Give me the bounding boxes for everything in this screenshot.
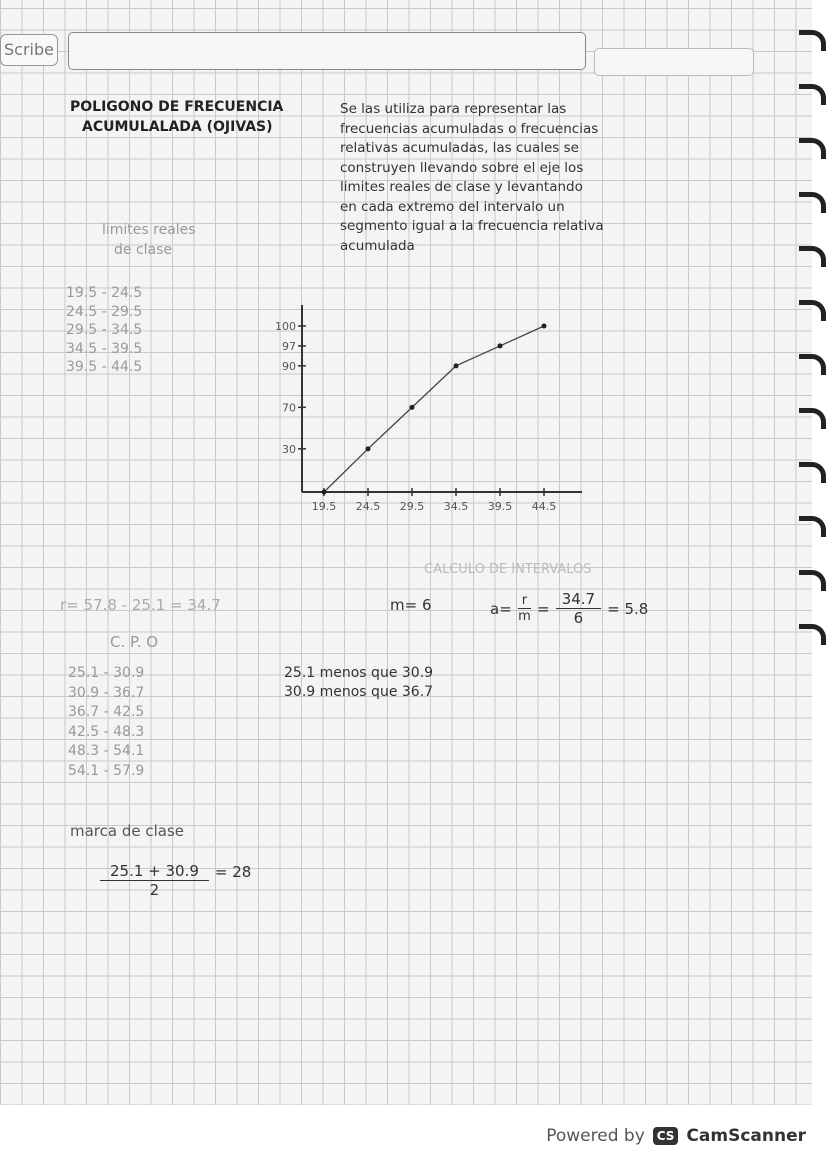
y-tick-label: 97 [282,339,296,353]
title-line: ACUMULALADA (OJIVAS) [82,119,273,135]
ogive-chart [260,300,600,520]
y-tick-label: 30 [282,442,296,456]
text-line: relativas acumuladas, las cuales se [340,140,579,156]
powered-by-text: Powered by [546,1126,645,1146]
frac-den: m [518,609,531,624]
text-line: 30.9 menos que 36.7 [284,684,434,700]
marca-label: marca de clase [70,822,185,840]
spiral-ring [799,408,826,429]
x-tick-label: 39.5 [487,500,513,513]
frac-den: 6 [573,609,584,627]
frac-num: 25.1 + 30.9 [100,862,209,881]
marca-result: = 28 [214,862,252,881]
text-line: 34.5 - 39.5 [66,340,143,357]
spiral-ring [799,192,826,213]
faded-heading: CALCULO DE INTERVALOS [424,562,592,577]
text-line: acumulada [340,237,415,254]
date-box [594,48,754,76]
spiral-ring [799,30,826,51]
x-tick-label: 44.5 [531,500,557,513]
spiral-ring [799,354,826,375]
frac-num: r [518,593,531,609]
heading-line: limites reales [102,222,196,238]
x-tick-label: 19.5 [311,500,337,513]
text-line: 30.9 - 36.7 [68,684,145,701]
spiral-ring [799,570,826,591]
m-line: m= 6 [390,596,432,614]
spiral-ring [799,516,826,537]
x-tick-label: 24.5 [355,500,381,513]
text-line: 29.5 - 34.5 [66,322,143,338]
note-title [70,97,283,137]
text-line: segmento igual a la frecuencia relativa [340,218,604,234]
spiral-ring [799,246,826,267]
spiral-ring [799,300,826,321]
camscanner-brand: CamScanner [686,1126,806,1146]
spiral-ring [799,138,826,159]
text-line: 25.1 menos que 30.9 [284,665,434,681]
class-limits-list [66,284,142,377]
text-line: construyen llevando sobre el eje los [340,159,584,176]
text-line: 19.5 - 24.5 [66,285,143,301]
a-lhs: a= [490,599,512,618]
text-line: Se las utiliza para representar las [340,101,567,117]
title-line: POLIGONO DE FRECUENCIA [70,99,284,115]
spiral-binding [798,30,828,670]
data-point [454,363,459,368]
text-line: en cada extremo del intervalo un [340,198,565,215]
text-line: 39.5 - 44.5 [66,359,143,375]
text-line: frecuencias acumuladas o frecuencias [340,120,599,137]
y-tick-label: 100 [275,320,296,333]
limits-heading [102,220,196,260]
a-formula [490,590,648,627]
definition-paragraph [340,100,604,256]
data-point [498,343,503,348]
text-line: 36.7 - 42.5 [68,704,145,720]
class-intervals-list [68,664,144,781]
text-line: 24.5 - 29.5 [66,303,143,320]
equals: = [537,599,550,618]
x-tick-label: 34.5 [443,500,469,513]
text-line: 48.3 - 54.1 [68,743,145,759]
frac-num: 34.7 [556,590,601,609]
x-tick-label: 29.5 [399,500,425,513]
camscanner-logo-icon: CS [653,1127,679,1145]
frac-den: 2 [149,881,160,899]
name-box [68,32,586,70]
y-tick-label: 70 [282,401,296,415]
cpo-label: C. P. O [110,633,159,651]
y-tick-label: 90 [282,359,296,373]
page-header [0,28,760,80]
text-line: 42.5 - 48.3 [68,723,145,740]
ogive-line [324,326,544,492]
spiral-ring [799,462,826,483]
data-point [542,324,547,329]
data-point [410,405,415,410]
range-line: r= 57.8 - 25.1 = 34.7 [60,596,221,614]
text-line: 25.1 - 30.9 [68,665,145,681]
marca-formula [100,862,251,899]
a-result: = 5.8 [607,599,649,618]
spiral-ring [799,624,826,645]
scribe-logo: Scribe [0,34,58,66]
heading-line: de clase [114,242,173,258]
text-line: 54.1 - 57.9 [68,762,145,779]
data-point [366,446,371,451]
text-line: limites reales de clase y levantando [340,179,583,195]
menos-que-list [284,664,433,702]
camscanner-footer [546,1126,806,1146]
spiral-ring [799,84,826,105]
data-point [322,490,327,495]
